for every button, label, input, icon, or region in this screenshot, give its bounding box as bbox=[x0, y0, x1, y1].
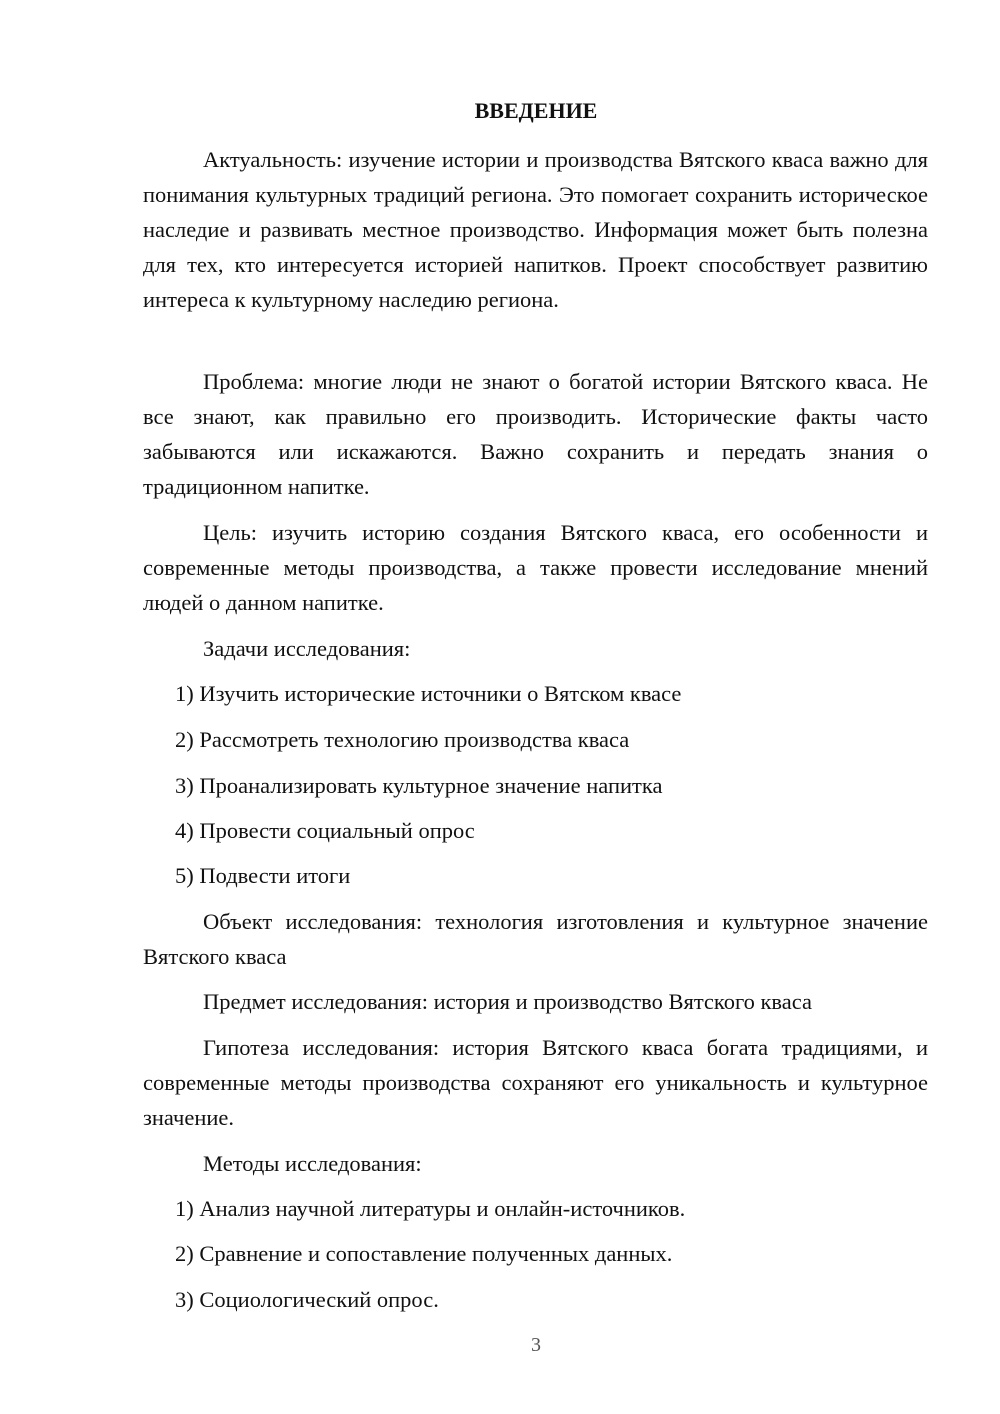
subject-paragraph: Предмет исследования: история и производство Вятского кваса bbox=[203, 989, 812, 1014]
task-item: 5) Подвести итоги bbox=[175, 863, 351, 888]
relevance-paragraph: Актуальность: изучение истории и производства Вятского кваса важно для понимания культурных традиций региона. Это помогает сохранить историческое наследие и развивать местное производство. Информация может быть полезна для тех, кто интересуется историей напитков. Проект способствует развитию интереса к культурному наследию региона. bbox=[143, 147, 928, 312]
task-item: 4) Провести социальный опрос bbox=[175, 818, 475, 843]
task-item: 2) Рассмотреть технологию производства кваса bbox=[175, 727, 630, 752]
method-item: 1) Анализ научной литературы и онлайн-источников. bbox=[175, 1196, 686, 1221]
page-number: 3 bbox=[531, 1334, 541, 1356]
object-paragraph: Объект исследования: технология изготовления и культурное значение Вятского кваса bbox=[143, 909, 928, 969]
method-item: 3) Социологический опрос. bbox=[175, 1287, 439, 1312]
goal-paragraph: Цель: изучить историю создания Вятского кваса, его особенности и современные методы производства, а также провести исследование мнений людей о данном напитке. bbox=[143, 520, 928, 615]
methods-heading: Методы исследования: bbox=[203, 1151, 422, 1176]
method-item: 2) Сравнение и сопоставление полученных данных. bbox=[175, 1241, 673, 1266]
page-title: ВВЕДЕНИЕ bbox=[474, 98, 598, 123]
problem-paragraph: Проблема: многие люди не знают о богатой истории Вятского кваса. Не все знают, как правильно его производить. Исторические факты часто забываются или искажаются. Важно сохранить и передать знания о традиционном напитке. bbox=[143, 369, 928, 499]
tasks-heading: Задачи исследования: bbox=[203, 636, 411, 661]
task-item: 3) Проанализировать культурное значение напитка bbox=[175, 773, 663, 798]
hypothesis-paragraph: Гипотеза исследования: история Вятского кваса богата традициями, и современные методы производства сохраняют его уникальность и культурное значение. bbox=[143, 1035, 928, 1130]
task-item: 1) Изучить исторические источники о Вятском квасе bbox=[175, 681, 682, 706]
